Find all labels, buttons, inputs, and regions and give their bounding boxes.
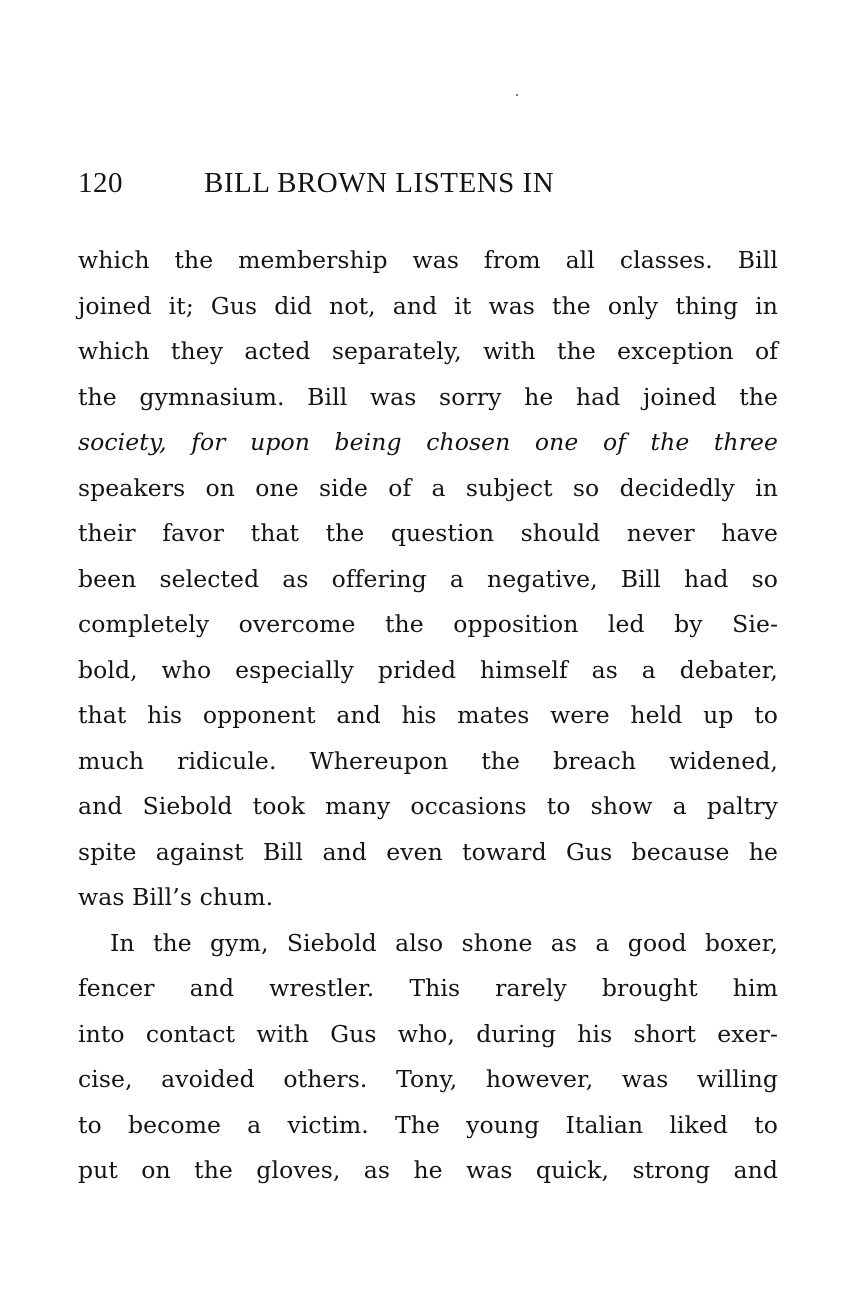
book-title: BILL BROWN LISTENS IN — [204, 167, 555, 199]
text-line: that his opponent and his mates were held up to — [78, 701, 778, 729]
text-line: much ridicule. Whereupon the breach widened, — [78, 746, 778, 775]
text-line: bold, who especially prided himself as a debater, — [78, 655, 778, 684]
body-text — [78, 238, 778, 1194]
text-line: joined it; Gus did not, and it was the only thing in — [78, 291, 778, 320]
text-line: speakers on one side of a subject so decidedly in — [78, 473, 778, 502]
paragraph-2 — [78, 921, 778, 1194]
text-line: society, for upon being chosen one of the three — [78, 428, 778, 456]
paragraph-1 — [78, 238, 778, 921]
text-line: In the gym, Siebold also shone as a good boxer, — [110, 928, 778, 957]
text-line: cise, avoided others. Tony, however, was willing — [78, 1065, 778, 1093]
text-line: been selected as offering a negative, Bill had so — [78, 564, 778, 593]
text-line: into contact with Gus who, during his short exer- — [78, 1019, 778, 1048]
text-line: was Bill’s chum. — [78, 883, 274, 911]
text-line: which they acted separately, with the exception of — [78, 337, 778, 365]
text-line: the gymnasium. Bill was sorry he had joined the — [78, 382, 778, 411]
page-number: 120 — [78, 167, 123, 199]
text-line: spite against Bill and even toward Gus because he — [78, 837, 778, 866]
text-line: completely overcome the opposition led by Sie- — [78, 610, 778, 638]
running-head — [78, 160, 778, 206]
text-line: and Siebold took many occasions to show a paltry — [78, 792, 778, 820]
text-line: fencer and wrestler. This rarely brought him — [78, 974, 778, 1002]
print-speck — [516, 94, 518, 96]
text-line: their favor that the question should never have — [78, 519, 778, 547]
text-line: which the membership was from all classes. Bill — [78, 246, 778, 274]
text-line: to become a victim. The young Italian liked to — [78, 1110, 778, 1139]
text-line: put on the gloves, as he was quick, strong and — [78, 1156, 778, 1184]
